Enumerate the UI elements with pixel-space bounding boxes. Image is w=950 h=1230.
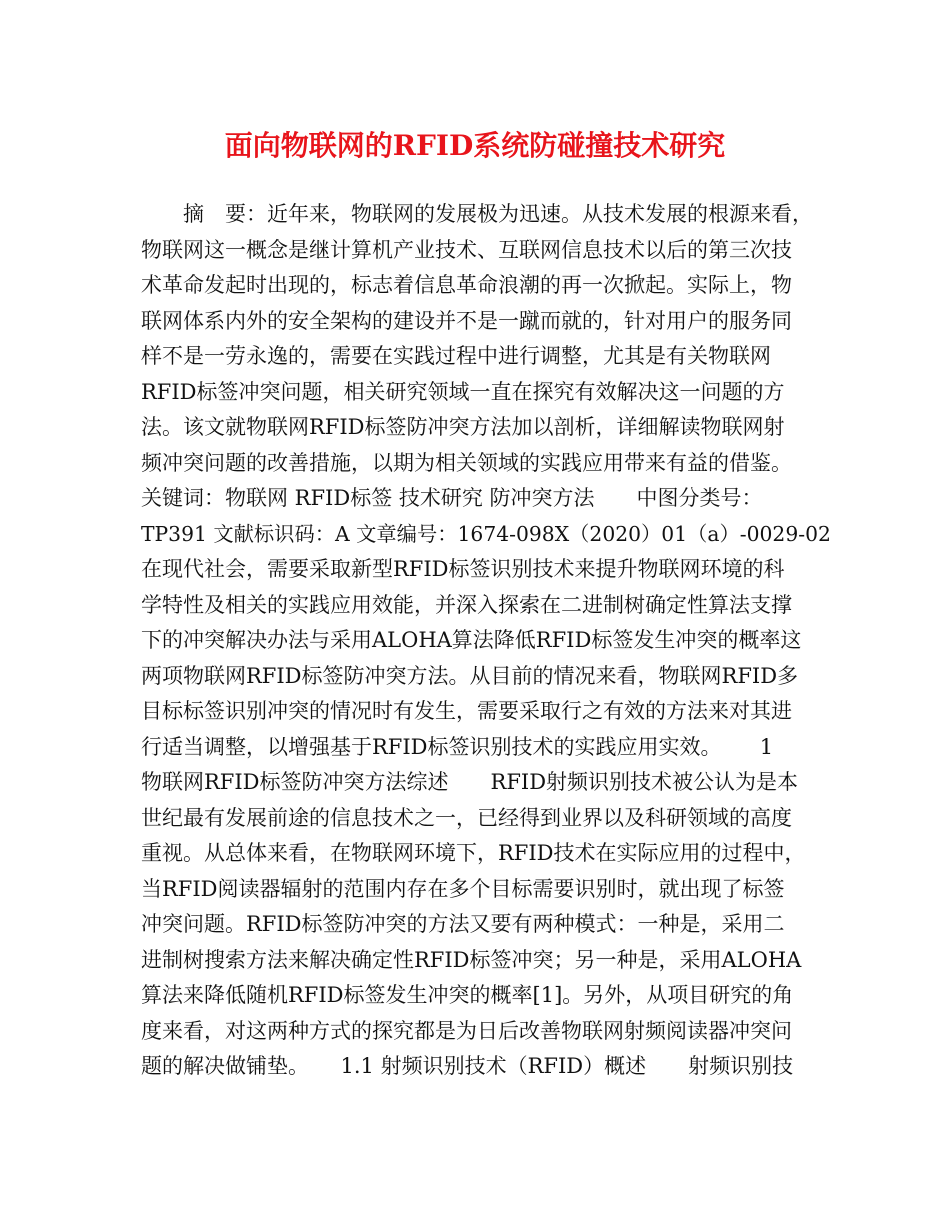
- body-line: 物联网这一概念是继计算机产业技术、互联网信息技术以后的第三次技: [141, 237, 792, 262]
- body-line: 摘 要：近年来，物联网的发展极为迅速。从技术发展的根源来看，: [141, 202, 813, 226]
- body-line: 术革命发起时出现的，标志着信息革命浪潮的再一次掀起。实际上，物: [141, 273, 792, 297]
- body-line: 冲突问题。RFID标签防冲突的方法又要有两种模式：一种是，采用二: [141, 912, 785, 936]
- body-line: 关键词：物联网 RFID标签 技术研究 防冲突方法 中图分类号：: [141, 486, 763, 510]
- body-line: 重视。从总体来看，在物联网环境下，RFID技术在实际应用的过程中，: [141, 841, 806, 865]
- body-line: 频冲突问题的改善措施，以期为相关领域的实践应用带来有益的借鉴。: [141, 450, 792, 475]
- body-line: 当RFID阅读器辐射的范围内存在多个目标需要识别时，就出现了标签: [141, 876, 785, 901]
- body-line: 题的解决做铺垫。 1.1 射频识别技术（RFID）概述 射频识别技: [141, 1054, 794, 1078]
- body-line: 目标标签识别冲突的情况时有发生，需要采取行之有效的方法来对其进: [141, 699, 792, 723]
- body-line: 物联网RFID标签防冲突方法综述 RFID射频识别技术被公认为是本: [141, 770, 799, 794]
- document-title: 面向物联网的RFID系统防碰撞技术研究: [224, 129, 726, 162]
- body-line: 学特性及相关的实践应用效能，并深入探索在二进制树确定性算法支撑: [141, 592, 792, 617]
- document-body: [141, 197, 831, 1085]
- body-line: 进制树搜索方法来解决确定性RFID标签冲突；另一种是，采用ALOHA: [141, 947, 802, 972]
- body-line: TP391 文献标识码：A 文章编号：1674-098X（2020）01（a）-0029-02: [141, 521, 831, 546]
- body-line: 世纪最有发展前途的信息技术之一，已经得到业界以及科研领域的高度: [141, 805, 792, 830]
- body-line: 算法来降低随机RFID标签发生冲突的概率[1]。另外，从项目研究的角: [141, 983, 794, 1007]
- body-line: 联网体系内外的安全架构的建设并不是一蹴而就的，针对用户的服务同: [141, 308, 792, 333]
- body-line: 样不是一劳永逸的，需要在实践过程中进行调整，尤其是有关物联网: [141, 344, 771, 368]
- body-line: 下的冲突解决办法与采用ALOHA算法降低RFID标签发生冲突的概率这: [141, 628, 802, 652]
- body-line: RFID标签冲突问题，相关研究领域一直在探究有效解决这一问题的方: [141, 379, 785, 404]
- body-line: 两项物联网RFID标签防冲突方法。从目前的情况来看，物联网RFID多: [141, 663, 799, 688]
- body-line: 在现代社会，需要采取新型RFID标签识别技术来提升物联网环境的科: [141, 557, 785, 581]
- body-line: 法。该文就物联网RFID标签防冲突方法加以剖析，详细解读物联网射: [141, 415, 785, 439]
- body-line: 度来看，对这两种方式的探究都是为日后改善物联网射频阅读器冲突问: [141, 1018, 792, 1043]
- body-line: 行适当调整，以增强基于RFID标签识别技术的实践应用实效。 1: [141, 734, 774, 759]
